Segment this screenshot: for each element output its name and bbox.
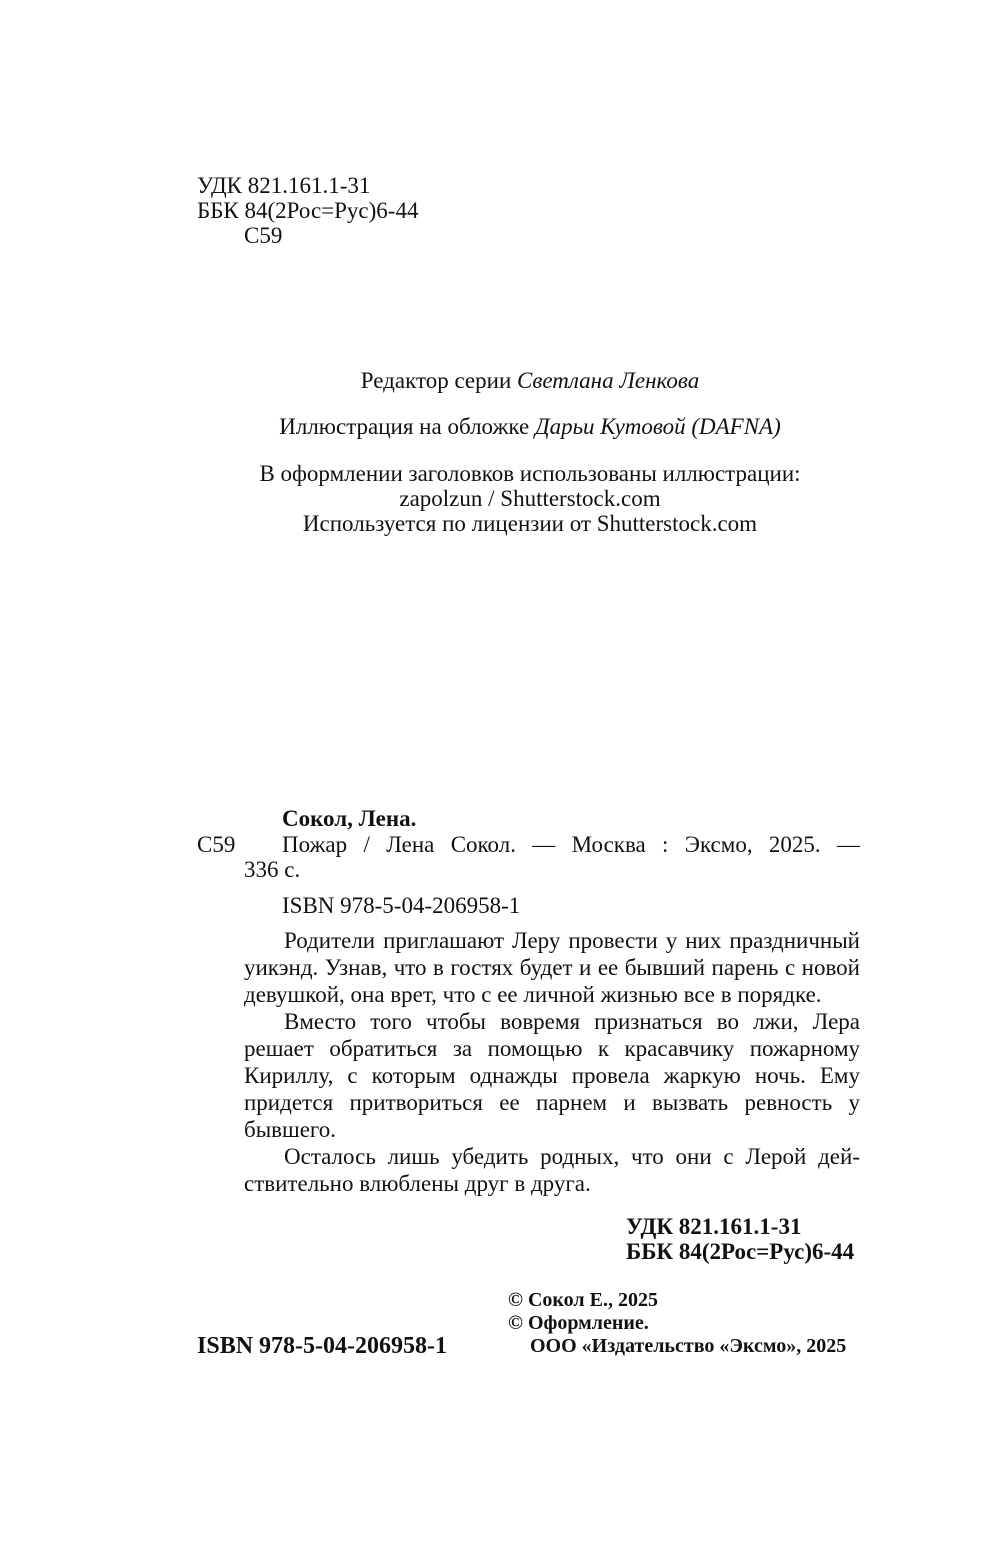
annotation-paragraph: Осталось лишь убедить родных, что они с Лерой действительно влюблены друг в друга. [244,1144,860,1196]
heading-illustrations-line-1: В оформлении заголовков использованы иллюстрации: [259,461,801,486]
catalog-udk: УДК 821.161.1-31 [626,1214,802,1239]
bbk-top: ББК 84(2Рос=Рус)6-44 [197,198,419,223]
udk-top: УДК 821.161.1-31 [197,173,371,198]
catalog-author: Сокол, Лена. [282,806,417,831]
catalog-annotation [244,927,860,1197]
catalog-pages: 336 с. [244,857,301,882]
footer-isbn: ISBN 978-5-04-206958-1 [197,1333,447,1359]
heading-illustrations-line-3: Используется по лицензии от Shutterstock.com [302,511,758,536]
series-editor-label: Редактор серии [360,368,518,393]
cover-illustration-label: Иллюстрация на обложке [279,414,535,439]
heading-illustrations-line-2: zapolzun / Shutterstock.com [399,486,661,511]
catalog-bbk: ББК 84(2Рос=Рус)6-44 [626,1239,855,1264]
catalog-title-line: Пожар / Лена Сокол. — Москва : Эксмо, 2025. — [282,832,860,857]
annotation-paragraph: Вместо того чтобы вовремя признаться во лжи, Лера решает обратиться за помощью к красавчику пожарному Кириллу, с которым однажды провела жаркую ночь. Ему придется притвориться ее парнем и вызвать ревность у бывшего. [244,1009,860,1142]
cover-illustration-line [0,413,1000,440]
copyright-publisher: ООО «Издательство «Эксмо», 2025 [530,1335,847,1357]
annotation-paragraph: Родители приглашают Леру провести у них праздничный уикэнд. Узнав, что в гостях будет и ее бывший парень с новой девушкой, она врет, что с ее личной жизнью все в порядке. [244,928,860,1007]
series-editor-name: Светлана Ленкова [517,368,700,393]
copyright-author: © Сокол Е., 2025 [508,1289,658,1311]
catalog-isbn: ISBN 978-5-04-206958-1 [282,893,521,918]
author-mark-top: С59 [244,223,283,248]
series-editor-line [0,367,1000,394]
copyright-design: © Оформление. [508,1312,649,1334]
cover-illustration-name: Дарьи Кутовой (DAFNA) [534,414,781,439]
catalog-author-mark: С59 [197,832,236,857]
